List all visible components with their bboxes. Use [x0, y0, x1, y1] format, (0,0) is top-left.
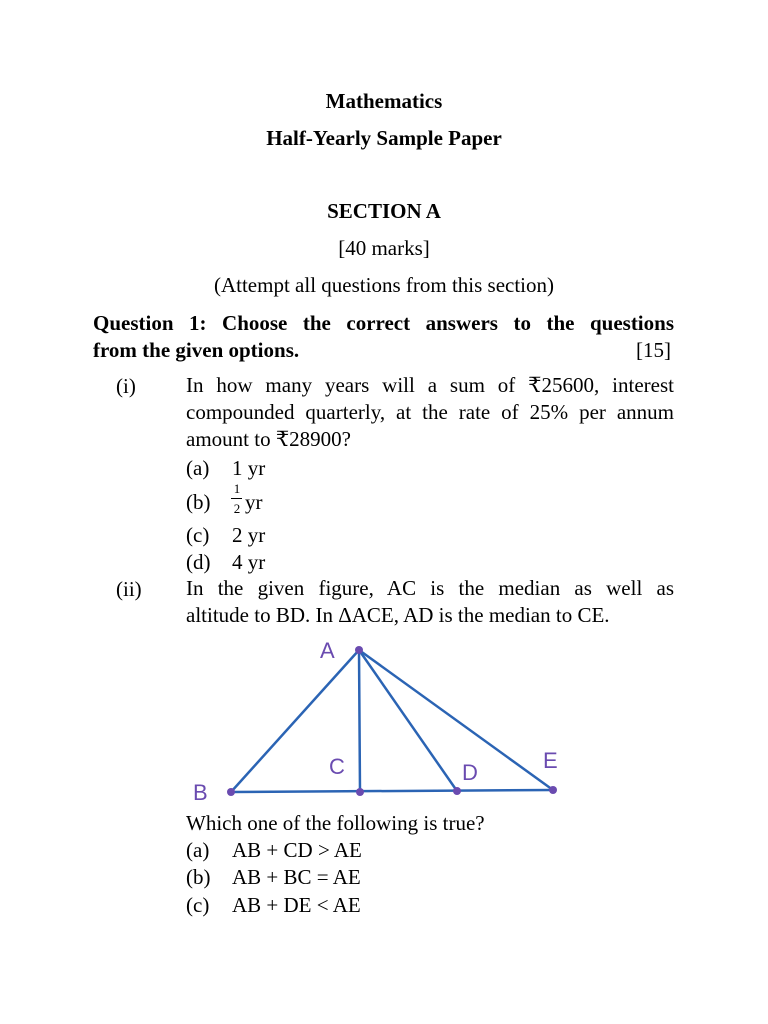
q-i-option-d-text: 4 yr [232, 550, 266, 574]
point-c [356, 788, 364, 796]
paper-title: Half-Yearly Sample Paper [266, 126, 502, 150]
segment-ac [359, 650, 360, 792]
q-ii-option-c-label: (c) [186, 893, 210, 917]
triangle-figure [0, 630, 768, 830]
q-i-option-b-frac-den: 2 [233, 501, 241, 516]
segment-be [231, 790, 553, 792]
q-ii-option-b-label: (b) [186, 865, 211, 889]
q-i-option-a-text: 1 yr [232, 456, 266, 480]
segment-ad [359, 650, 457, 791]
subject-title: Mathematics [325, 89, 443, 113]
q-i-option-b-frac-num: 1 [233, 481, 241, 496]
q-ii-number: (ii) [116, 577, 142, 601]
q-i-number: (i) [116, 374, 136, 398]
q-ii-option-c-text: AB + DE < AE [232, 893, 361, 917]
q-i-option-c-text: 2 yr [232, 523, 266, 547]
point-b [227, 788, 235, 796]
label-d: D [462, 760, 478, 785]
q-i-option-b-text: yr [245, 490, 263, 514]
q-ii-option-b-text: AB + BC = AE [232, 865, 361, 889]
section-title: SECTION A [327, 199, 441, 223]
point-e [549, 786, 557, 794]
label-b: B [193, 780, 208, 805]
question1-line1: Question 1: Choose the correct answers to the questions [93, 311, 674, 335]
section-instruction: (Attempt all questions from this section) [213, 273, 555, 297]
q-ii-option-a-text: AB + CD > AE [232, 838, 362, 862]
question1-line2: from the given options. [93, 338, 300, 362]
q-i-option-b-label: (b) [186, 490, 211, 514]
point-d [453, 787, 461, 795]
question1-heading [93, 313, 674, 334]
point-a [355, 646, 363, 654]
label-a: A [320, 638, 335, 663]
segment-ae [359, 650, 553, 790]
q-i-line3: amount to ₹28900? [186, 427, 352, 451]
fraction-bar [231, 498, 242, 499]
q-ii-text [186, 575, 674, 629]
q-i-option-d-label: (d) [186, 550, 211, 574]
q-ii-line1: In the given figure, AC is the median as well as [186, 576, 674, 600]
section-marks: [40 marks] [338, 236, 430, 260]
label-c: C [329, 754, 345, 779]
q-ii-line2: altitude to BD. In ΔACE, AD is the median to CE. [186, 603, 610, 627]
q-i-line1: In how many years will a sum of ₹25600, interest [186, 373, 674, 397]
q-i-line2: compounded quarterly, at the rate of 25% per annum [186, 400, 674, 424]
label-e: E [543, 748, 558, 773]
q-i-option-c-label: (c) [186, 523, 210, 547]
question1-marks: [15] [636, 338, 671, 362]
q-ii-option-a-label: (a) [186, 838, 210, 862]
q-ii-prompt: Which one of the following is true? [186, 811, 485, 835]
q-i-text [186, 372, 674, 453]
q-i-option-a-label: (a) [186, 456, 210, 480]
